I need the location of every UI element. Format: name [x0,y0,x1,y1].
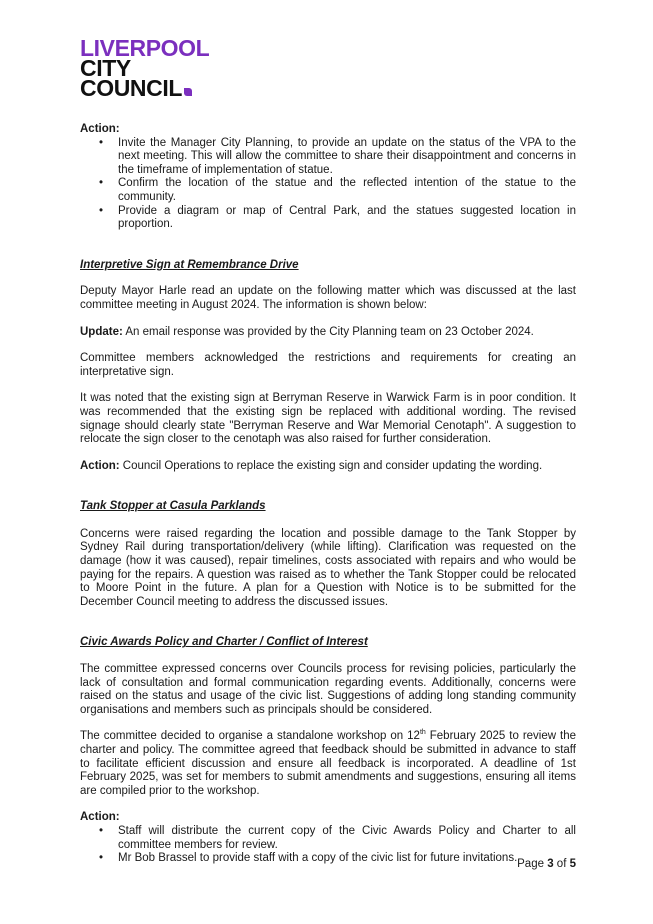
bullet-icon: • [99,136,104,149]
logo-line-council [80,75,280,101]
logo-line-city: CITY [80,55,131,81]
document-body [80,123,576,866]
bullet-icon: • [99,852,104,865]
paragraph-text: The committee decided to organise a standalone workshop on 12 [80,730,420,743]
page-number [517,858,576,870]
list-item-text: Confirm the location of the statue and the reflected intention of the statue to the community. [118,177,576,203]
paragraph-text: February 2025 to review the charter and policy. The committee agreed that feedback should be submitted in advance to staff to facilitate efficient discussion and ensure all feedback is incorporated. A deadline of 1st February 2025, was set for members to submit amendments and suggestions, ensuring all items are compiled prior to the workshop. [80,730,576,797]
page-of: of [553,858,570,870]
list-item [80,177,576,204]
paragraph: Concerns were raised regarding the location and possible damage to the Tank Stopper by Sydney Rail during transportation/delivery (while lifting). Clarification was requested on the damage (how it was caused), repair timelines, costs associated with repairs and who would be paying for the repairs. A question was raised as to whether the Tank Stopper could be relocated to Moore Point in the future. A plan for a Question with Notice is to be submitted for the December Council meeting to address the discussed issues. [80,527,576,608]
action-label: Action: [80,811,120,824]
list-item [80,137,576,178]
page-total: 5 [569,858,576,870]
paragraph [80,730,576,798]
logo-line-liverpool: LIVERPOOL [80,35,210,61]
update-paragraph [80,326,576,340]
update-text: An email response was provided by the City Planning team on 23 October 2024. [122,325,534,338]
bullet-icon: • [99,204,104,217]
action-text: Council Operations to replace the existing sign and consider updating the wording. [119,459,543,472]
list-item-text: Provide a diagram or map of Central Park, and the statues suggested location in proportion. [118,204,576,231]
list-item-text: Staff will distribute the current copy of the Civic Awards Policy and Charter to all committee members for review. [118,824,576,851]
section-title-interpretive-sign: Interpretive Sign at Remembrance Drive [80,258,299,271]
paragraph: It was noted that the existing sign at Berryman Reserve in Warwick Farm is in poor condition. It was recommended that the existing sign be replaced with additional wording. The revised signage should clearly state "Berryman Reserve and War Memorial Cenotaph". A suggestion to relocate the sign closer to the cenotaph was also raised for further consideration. [80,392,576,446]
bullet-icon: • [99,177,104,190]
paragraph: Deputy Mayor Harle read an update on the following matter which was discussed at the last committee meeting in August 2024. The information is shown below: [80,285,576,311]
logo-council-text: COUNCIL [80,75,182,101]
action-label: Action: [80,459,120,472]
list-item [80,825,576,852]
page-current: 3 [547,858,554,870]
bullet-icon: • [99,824,104,837]
action-label: Action: [80,123,120,135]
action-paragraph [80,460,576,474]
council-logo [80,35,280,101]
logo-dot-icon [184,88,192,96]
list-item [80,852,576,866]
action-list [80,825,576,866]
paragraph: The committee expressed concerns over Councils process for revising policies, particularly the lack of consultation and formal communication regarding events. Additionally, concerns were raised on the status and usage of the civic list. Suggestions of adding long standing community organisations and members such as principals should be considered. [80,663,576,716]
paragraph: Committee members acknowledged the restrictions and requirements for creating an interpretative sign. [80,352,576,378]
section-title-civic-awards: Civic Awards Policy and Charter / Conflict of Interest [80,636,368,649]
list-item-text: Invite the Manager City Planning, to provide an update on the status of the VPA to the next meeting. This will allow the committee to share their disappointment and concerns in the timeframe of implementation of statue. [118,136,576,176]
update-label: Update: [80,325,123,338]
section-title-tank-stopper: Tank Stopper at Casula Parklands [80,500,266,513]
list-item-text: Mr Bob Brassel to provide staff with a copy of the civic list for future invitations. [118,852,518,865]
ordinal-suffix: th [419,729,426,737]
page-prefix: Page [517,858,548,870]
list-item [80,205,576,232]
action-list [80,137,576,232]
